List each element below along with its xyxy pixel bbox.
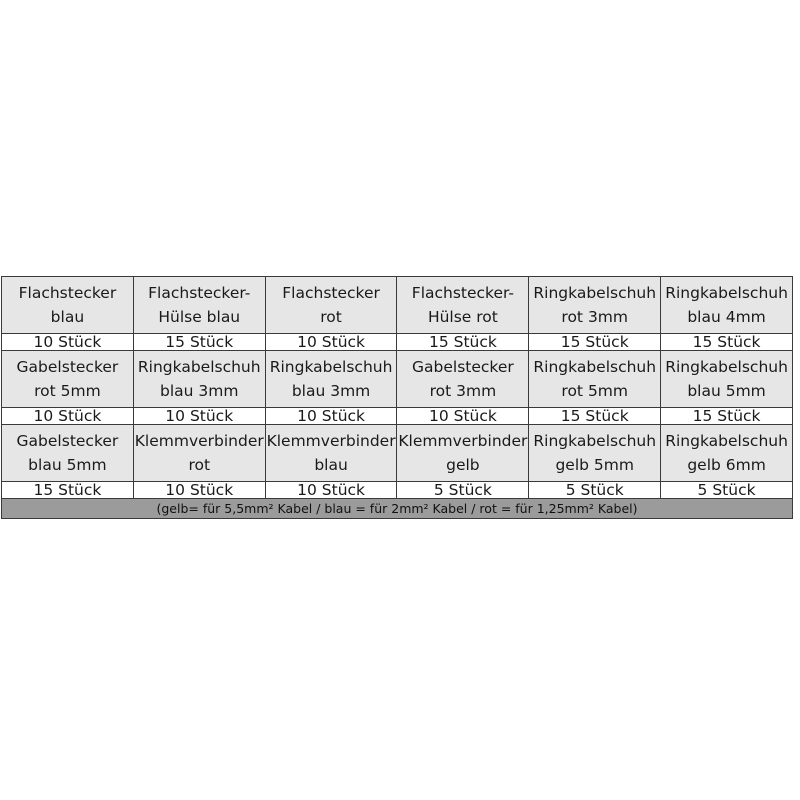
product-name-line: Klemmverbinder [398,432,528,450]
quantity-cell: 5 Stück [397,482,529,499]
parts-table [1,276,793,519]
quantity-cell: 15 Stück [2,482,134,499]
quantity-cell: 15 Stück [133,334,265,351]
quantity-cell: 15 Stück [529,334,661,351]
product-variant-line: gelb 5mm [555,456,634,474]
product-variant-line: Hülse rot [427,308,498,326]
product-name-line: Gabelstecker [16,432,119,450]
product-name-line: Ringkabelschuh [665,358,788,376]
product-variant-line: blau 5mm [687,382,766,400]
product-name-cell [661,277,793,334]
product-variant-line: blau 5mm [28,456,107,474]
product-name-row [2,351,793,408]
product-name-line: Gabelstecker [412,358,514,376]
product-name-cell [397,351,529,408]
product-name-line: Gabelstecker [16,358,119,376]
quantity-cell: 5 Stück [661,482,793,499]
quantity-cell: 10 Stück [133,408,265,425]
quantity-cell: 10 Stück [2,334,134,351]
quantity-cell: 15 Stück [529,408,661,425]
product-variant-line: rot 5mm [561,382,629,400]
product-name-cell [2,425,134,482]
product-name-cell [397,277,529,334]
quantity-cell: 10 Stück [2,408,134,425]
quantity-cell: 10 Stück [397,408,529,425]
product-name-line: Klemmverbinder [134,432,264,450]
quantity-row [2,408,793,425]
product-name-cell [529,277,661,334]
quantity-cell: 15 Stück [397,334,529,351]
product-name-line: Flachstecker [18,284,117,302]
quantity-cell: 15 Stück [661,334,793,351]
product-name-line: Ringkabelschuh [533,358,657,376]
product-variant-line: blau 3mm [160,382,239,400]
product-name-line: Ringkabelschuh [533,432,657,450]
product-name-cell [265,425,397,482]
parts-table-body [2,277,793,519]
product-name-cell [529,425,661,482]
product-variant-line: blau 3mm [291,382,371,400]
quantity-cell: 5 Stück [529,482,661,499]
quantity-cell: 10 Stück [265,482,397,499]
product-name-cell [265,351,397,408]
product-name-cell [529,351,661,408]
product-variant-line: rot 3mm [561,308,629,326]
product-name-cell [661,425,793,482]
product-name-line: Ringkabelschuh [533,284,657,302]
quantity-cell: 10 Stück [265,408,397,425]
product-name-line: Flachstecker- [148,284,251,302]
quantity-row [2,482,793,499]
product-variant-line: blau [50,308,85,326]
product-variant-line: rot 5mm [34,382,101,400]
product-name-cell [397,425,529,482]
product-variant-line: rot [188,456,211,474]
product-name-line: Klemmverbinder [266,432,396,450]
product-name-line: Ringkabelschuh [137,358,261,376]
product-name-row [2,425,793,482]
product-name-cell [265,277,397,334]
quantity-cell: 10 Stück [133,482,265,499]
product-name-cell [661,351,793,408]
cable-legend: (gelb= für 5,5mm² Kabel / blau = für 2mm² Kabel / rot = für 1,25mm² Kabel) [2,499,793,519]
product-variant-line: rot 3mm [429,382,497,400]
product-name-line: Ringkabelschuh [269,358,393,376]
product-variant-line: gelb [446,456,480,474]
product-name-line: Ringkabelschuh [665,432,788,450]
product-name-row [2,277,793,334]
product-name-cell [133,351,265,408]
cable-legend-row [2,499,793,519]
quantity-row [2,334,793,351]
product-name-cell [133,425,265,482]
parts-table-container [1,276,793,519]
product-name-cell [133,277,265,334]
product-variant-line: Hülse blau [158,308,241,326]
product-name-line: Flachstecker- [411,284,514,302]
product-name-line: Flachstecker [282,284,380,302]
quantity-cell: 15 Stück [661,408,793,425]
product-variant-line: rot [320,308,342,326]
product-variant-line: blau 4mm [687,308,766,326]
product-variant-line: blau [314,456,348,474]
product-name-cell [2,277,134,334]
product-name-line: Ringkabelschuh [665,284,788,302]
quantity-cell: 10 Stück [265,334,397,351]
product-variant-line: gelb 6mm [687,456,766,474]
product-name-cell [2,351,134,408]
